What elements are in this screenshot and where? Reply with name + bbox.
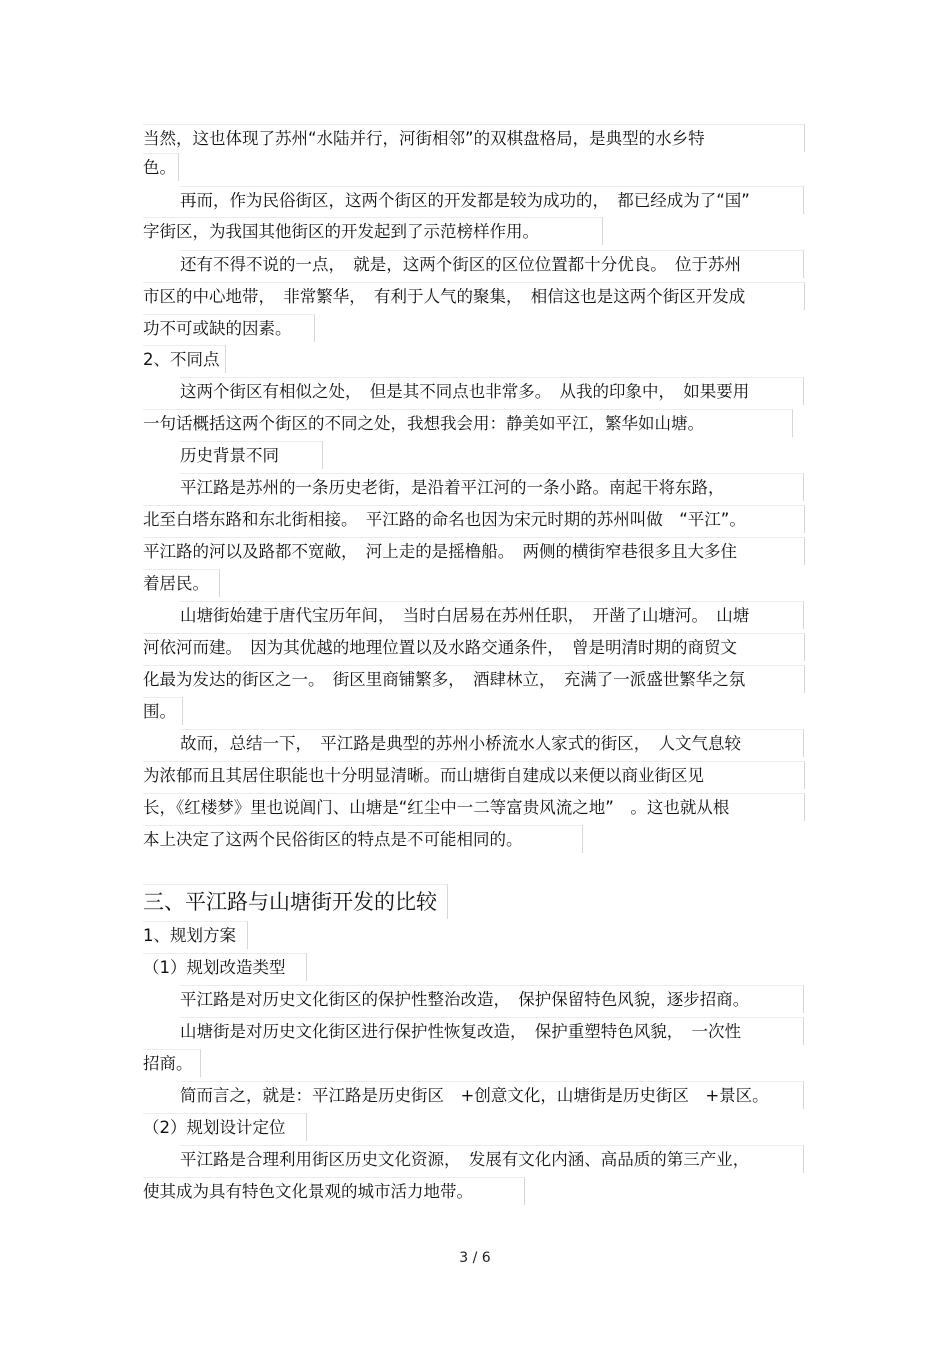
subsection-heading: （1）规划改造类型	[143, 953, 307, 981]
text-line: 长，《红楼梦》里也说阊门、山塘是“红尘中一二等富贵风流之地” 。这也就从根	[143, 793, 805, 821]
page-number: 3 / 6	[459, 1250, 491, 1266]
subsection-heading: （2）规划设计定位	[143, 1113, 307, 1141]
section-heading: 1、规划方案	[143, 921, 248, 949]
text-line: 故而，总结一下， 平江路是典型的苏州小桥流水人家式的街区， 人文气息较	[180, 729, 804, 757]
text-line: 山塘街始建于唐代宝历年间， 当时白居易在苏州任职， 开凿了山塘河。 山塘	[180, 601, 804, 629]
text-line: 北至白塔东路和东北街相接。 平江路的命名也因为宋元时期的苏州叫做 “平江”。	[143, 505, 805, 533]
text-line: 色。	[143, 153, 179, 181]
text-line: 招商。	[143, 1049, 201, 1077]
text-line: 简而言之，就是：平江路是历史街区 +创意文化，山塘街是历史街区 +景区。	[180, 1081, 804, 1109]
text-line: 再而，作为民俗街区，这两个街区的开发都是较为成功的， 都已经成为了“国”	[180, 186, 804, 214]
text-line: 使其成为具有特色文化景观的城市活力地带。	[143, 1177, 525, 1205]
text-line: 山塘街是对历史文化街区进行保护性恢复改造， 保护重塑特色风貌， 一次性	[180, 1017, 804, 1045]
text-line: 河依河而建。 因为其优越的地理位置以及水路交通条件， 曾是明清时期的商贸文	[143, 633, 805, 661]
text-line: 化最为发达的街区之一。 街区里商铺繁多， 酒肆林立， 充满了一派盛世繁华之氛	[143, 665, 805, 693]
chapter-heading: 三、平江路与山塘街开发的比较	[143, 884, 448, 919]
text-line: 着居民。	[143, 569, 220, 597]
text-line: 还有不得不说的一点， 就是，这两个街区的区位位置都十分优良。 位于苏州	[180, 250, 804, 278]
text-line: 平江路是合理利用街区历史文化资源， 发展有文化内涵、高品质的第三产业，	[180, 1145, 804, 1173]
section-heading: 2、不同点	[143, 345, 226, 373]
text-line: 平江路的河以及路都不宽敞， 河上走的是摇橹船。 两侧的横街窄巷很多且大多住	[143, 537, 805, 565]
text-line: 这两个街区有相似之处， 但是其不同点也非常多。 从我的印象中， 如果要用	[180, 377, 804, 405]
text-line: 字街区，为我国其他街区的开发起到了示范榜样作用。	[143, 217, 603, 245]
text-line: 市区的中心地带， 非常繁华， 有利于人气的聚集， 相信这也是这两个街区开发成	[143, 282, 805, 310]
text-line: 平江路是对历史文化街区的保护性整治改造， 保护保留特色风貌，逐步招商。	[180, 985, 804, 1013]
text-line: 本上决定了这两个民俗街区的特点是不可能相同的。	[143, 825, 583, 853]
text-line: 围。	[143, 697, 183, 725]
text-line: 当然，这也体现了苏州“水陆并行，河街相邻”的双棋盘格局，是典型的水乡特	[143, 124, 805, 152]
subheading: 历史背景不同	[180, 441, 323, 469]
text-line: 功不可或缺的因素。	[143, 314, 315, 342]
text-line: 平江路是苏州的一条历史老街，是沿着平江河的一条小路。南起干将东路，	[180, 473, 804, 501]
text-line: 一句话概括这两个街区的不同之处，我想我会用：静美如平江，繁华如山塘。	[143, 409, 793, 437]
text-line: 为浓郁而且其居住职能也十分明显清晰。而山塘街自建成以来便以商业街区见	[143, 761, 805, 789]
